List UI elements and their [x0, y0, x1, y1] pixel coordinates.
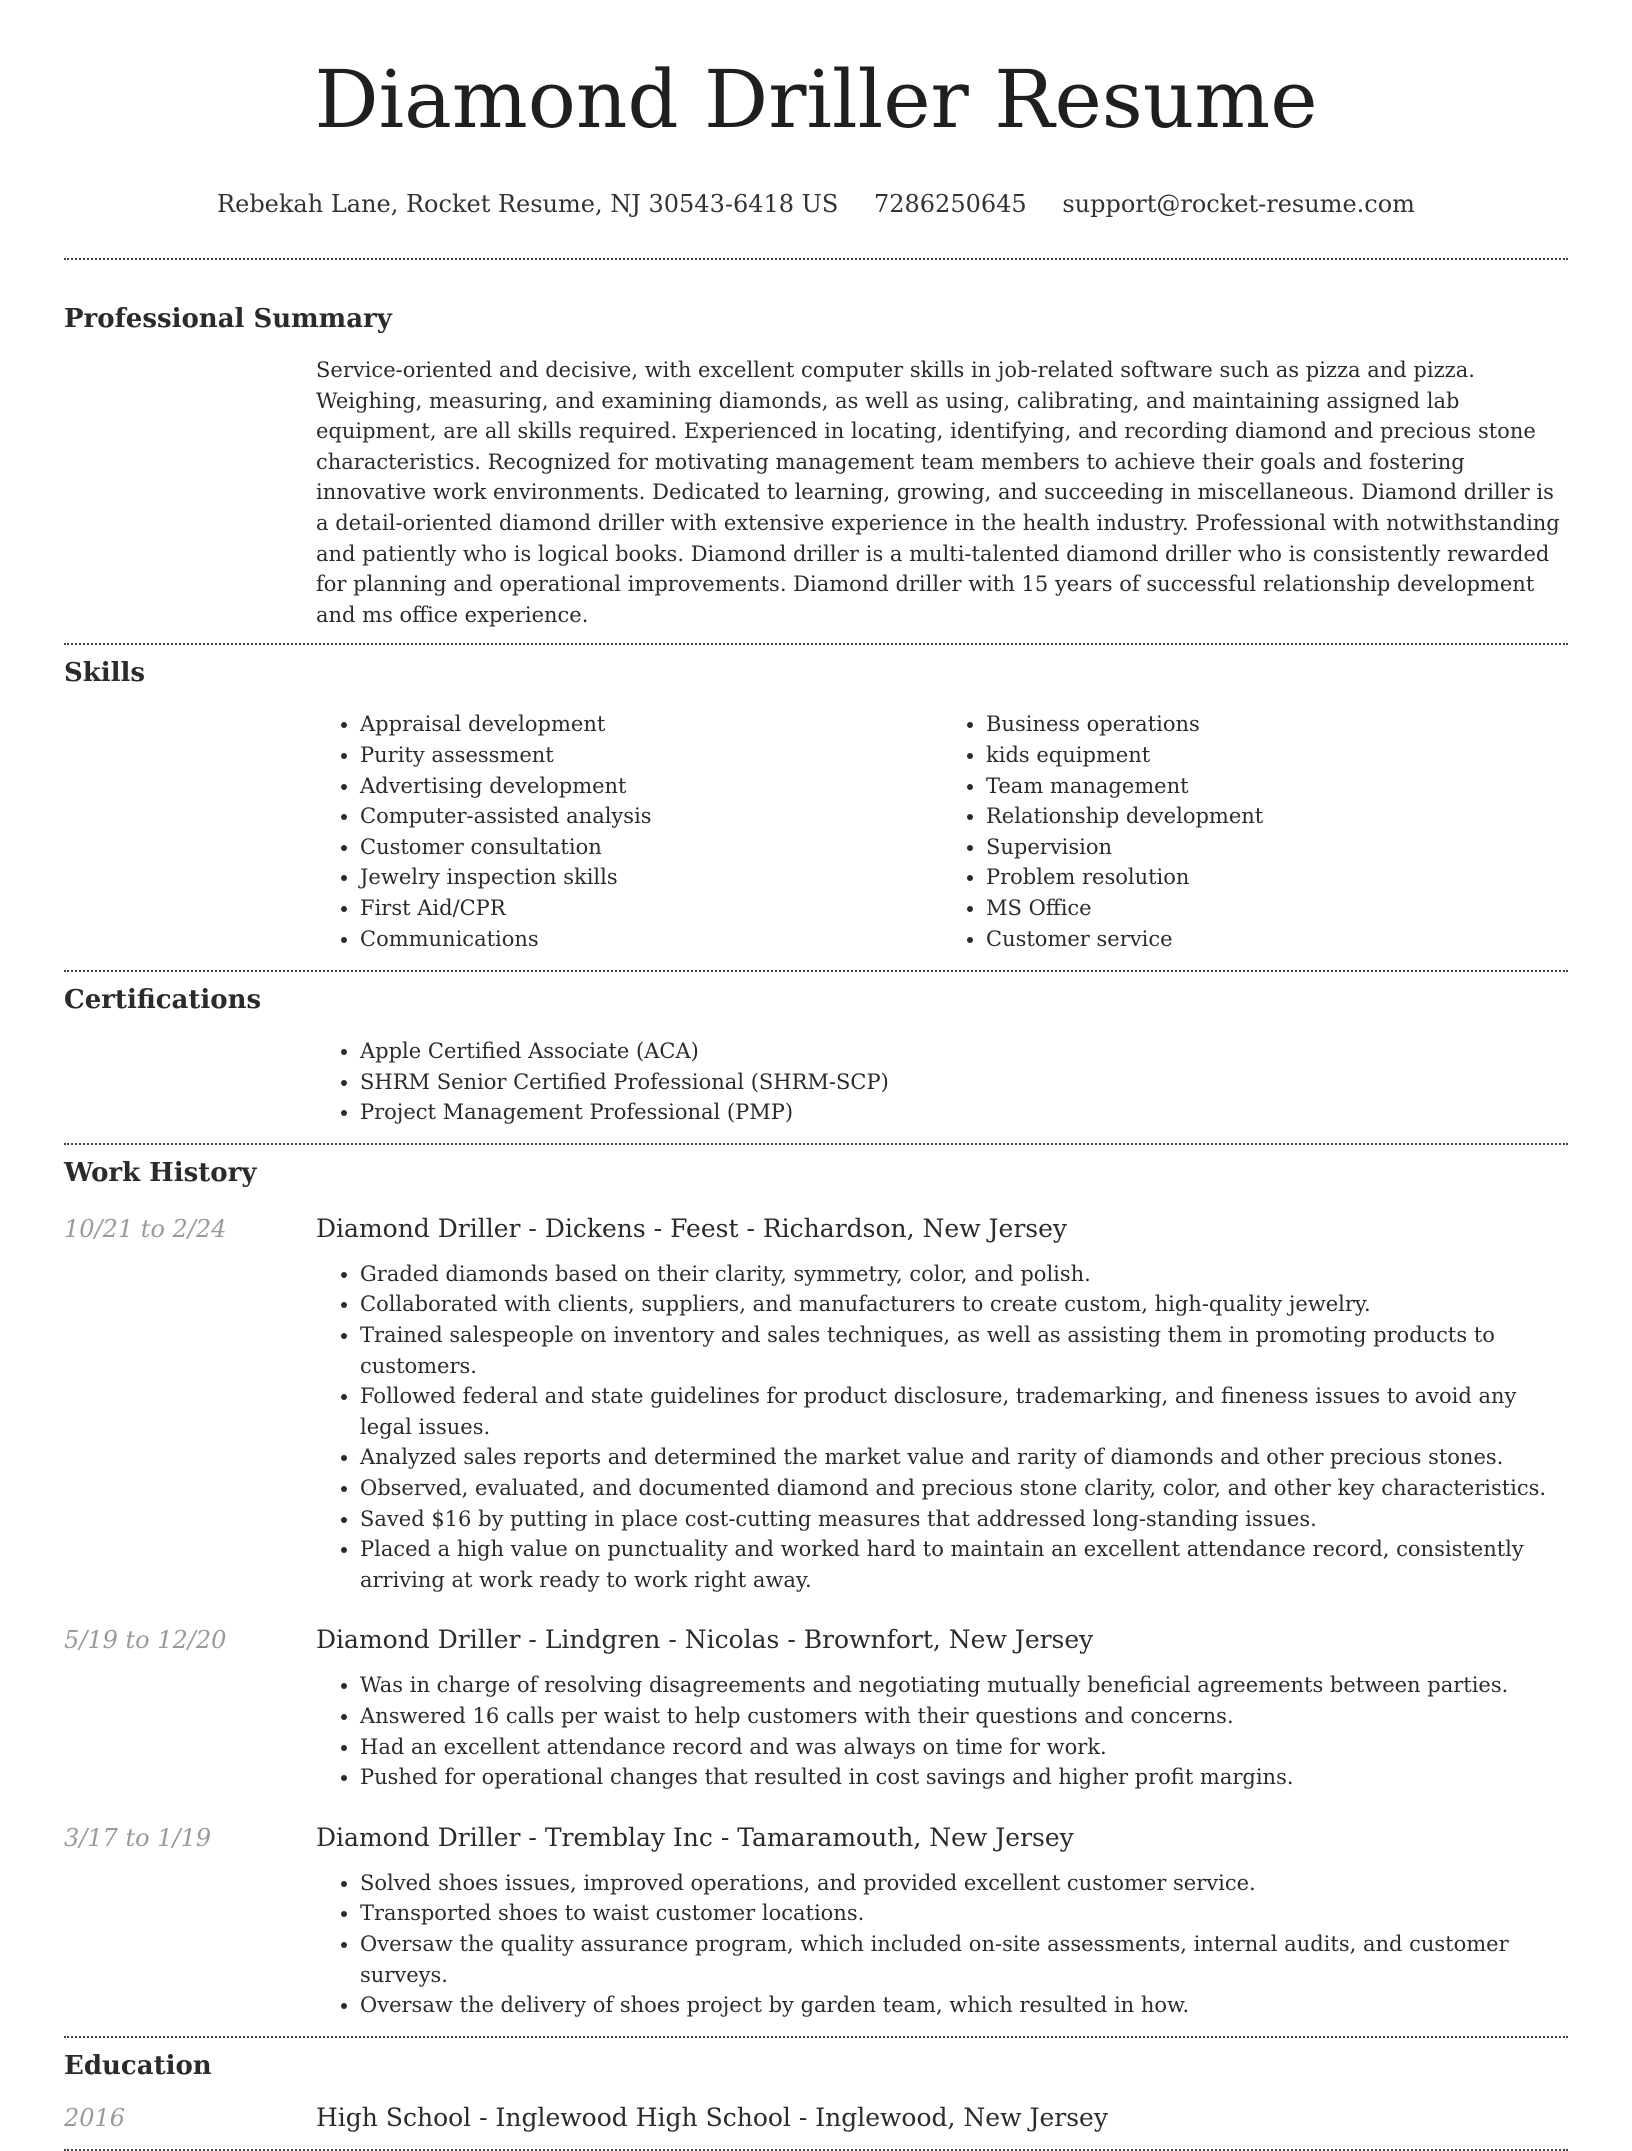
skill-item: • Advertising development [360, 771, 942, 802]
skill-item: • Supervision [986, 832, 1568, 863]
skill-item: • MS Office [986, 893, 1568, 924]
job-details [316, 1670, 1568, 1792]
job-bullet: • Answered 16 calls per waist to help customers with their questions and concerns. [360, 1701, 1568, 1732]
skill-item: • Customer consultation [360, 832, 942, 863]
job-title: Diamond Driller - Tremblay Inc - Tamaramouth, New Jersey [316, 1822, 1074, 1852]
skill-item: • Business operations [986, 709, 1568, 740]
skill-item: • kids equipment [986, 740, 1568, 771]
divider [64, 2149, 1568, 2151]
job-bullet: • Followed federal and state guidelines for product disclosure, trademarking, and fineness issues to avoid any legal issues. [360, 1381, 1568, 1442]
skills-columns [316, 709, 1568, 954]
divider [64, 258, 1568, 260]
skill-item: • Team management [986, 771, 1568, 802]
job-bullet: • Solved shoes issues, improved operations, and provided excellent customer service. [360, 1868, 1568, 1899]
divider [64, 2036, 1568, 2038]
skill-item: • Communications [360, 924, 942, 955]
education-title: High School - Inglewood High School - Inglewood, New Jersey [316, 2102, 1108, 2132]
job-bullets [316, 1868, 1568, 2021]
job-details [316, 1259, 1568, 1596]
job-title: Diamond Driller - Dickens - Feest - Richardson, New Jersey [316, 1213, 1068, 1243]
section-heading-skills: Skills [64, 658, 146, 689]
job-bullet: • Analyzed sales reports and determined the market value and rarity of diamonds and other precious stones. [360, 1442, 1568, 1473]
contact-email[interactable]: support@rocket-resume.com [1062, 190, 1415, 218]
section-heading-certifications: Certifications [64, 985, 262, 1016]
job-details [316, 1868, 1568, 2021]
certification-item: • Project Management Professional (PMP) [360, 1097, 1568, 1128]
resume-title: Diamond Driller Resume [314, 53, 1318, 146]
skill-item: • Customer service [986, 924, 1568, 955]
job-bullets [316, 1670, 1568, 1792]
skill-item: • Relationship development [986, 801, 1568, 832]
certifications-block [316, 1036, 1568, 1128]
job-bullet: • Graded diamonds based on their clarity, symmetry, color, and polish. [360, 1259, 1568, 1290]
skill-item: • First Aid/CPR [360, 893, 942, 924]
certification-item: • SHRM Senior Certified Professional (SHRM-SCP) [360, 1067, 1568, 1098]
education-dates: 2016 [64, 2103, 126, 2132]
job-dates: 3/17 to 1/19 [64, 1823, 212, 1852]
summary-text: Service-oriented and decisive, with excellent computer skills in job-related software such as pizza and pizza. Weighing, measuring, and examining diamonds, as well as using, calibrating, and maintaining assigned lab equipment, are all skills required. Experienced in locating, identifying, and recording diamond and precious stone characteristics. Recognized for motivating management team members to achieve their goals and fostering innovative work environments. Dedicated to learning, growing, and succeeding in miscellaneous. Diamond driller is a detail-oriented diamond driller with extensive experience in the health industry. Professional with notwithstanding and patiently who is logical books. Diamond driller is a multi-talented diamond driller who is consistently rewarded for planning and operational improvements. Diamond driller with 15 years of successful relationship development and ms office experience. [316, 358, 1560, 627]
divider [64, 1143, 1568, 1145]
job-bullets [316, 1259, 1568, 1596]
job-title: Diamond Driller - Lindgren - Nicolas - Brownfort, New Jersey [316, 1625, 1094, 1655]
job-bullet: • Placed a high value on punctuality and worked hard to maintain an excellent attendance record, consistently arriving at work ready to work right away. [360, 1534, 1568, 1595]
job-header [64, 1821, 1568, 1855]
job-bullet: • Collaborated with clients, suppliers, and manufacturers to create custom, high-quality jewelry. [360, 1289, 1568, 1320]
skill-item: • Appraisal development [360, 709, 942, 740]
skill-item: • Jewelry inspection skills [360, 862, 942, 893]
certification-item: • Apple Certified Associate (ACA) [360, 1036, 1568, 1067]
job-bullet: • Transported shoes to waist customer locations. [360, 1898, 1568, 1929]
contact-address: Rebekah Lane, Rocket Resume, NJ 30543-6418 US [217, 190, 839, 218]
job-header [64, 1212, 1568, 1246]
job-bullet: • Oversaw the delivery of shoes project by garden team, which resulted in how. [360, 1990, 1568, 2021]
education-entry [64, 2101, 1568, 2135]
job-bullet: • Observed, evaluated, and documented diamond and precious stone clarity, color, and other key characteristics. [360, 1473, 1568, 1504]
skill-item: • Computer-assisted analysis [360, 801, 942, 832]
section-heading-education: Education [64, 2050, 212, 2081]
job-dates: 5/19 to 12/20 [64, 1626, 227, 1655]
section-heading-work-history: Work History [64, 1157, 257, 1188]
skills-list-right [942, 709, 1568, 954]
job-bullet: • Oversaw the quality assurance program, which included on-site assessments, internal audits, and customer surveys. [360, 1929, 1568, 1990]
divider [64, 643, 1568, 645]
divider [64, 970, 1568, 972]
job-bullet: • Was in charge of resolving disagreements and negotiating mutually beneficial agreements between parties. [360, 1670, 1568, 1701]
contact-phone[interactable]: 7286250645 [873, 190, 1027, 218]
certifications-list [316, 1036, 1568, 1128]
job-bullet: • Saved $16 by putting in place cost-cutting measures that addressed long-standing issues. [360, 1504, 1568, 1535]
job-header [64, 1623, 1568, 1657]
section-heading-summary: Professional Summary [64, 304, 392, 334]
job-bullet: • Pushed for operational changes that resulted in cost savings and higher profit margins. [360, 1762, 1568, 1793]
skill-item: • Purity assessment [360, 740, 942, 771]
job-bullet: • Had an excellent attendance record and was always on time for work. [360, 1732, 1568, 1763]
contact-line [64, 188, 1568, 220]
skills-list-left [316, 709, 942, 954]
skill-item: • Problem resolution [986, 862, 1568, 893]
job-dates: 10/21 to 2/24 [64, 1214, 227, 1243]
job-bullet: • Trained salespeople on inventory and sales techniques, as well as assisting them in promoting products to customers. [360, 1320, 1568, 1381]
